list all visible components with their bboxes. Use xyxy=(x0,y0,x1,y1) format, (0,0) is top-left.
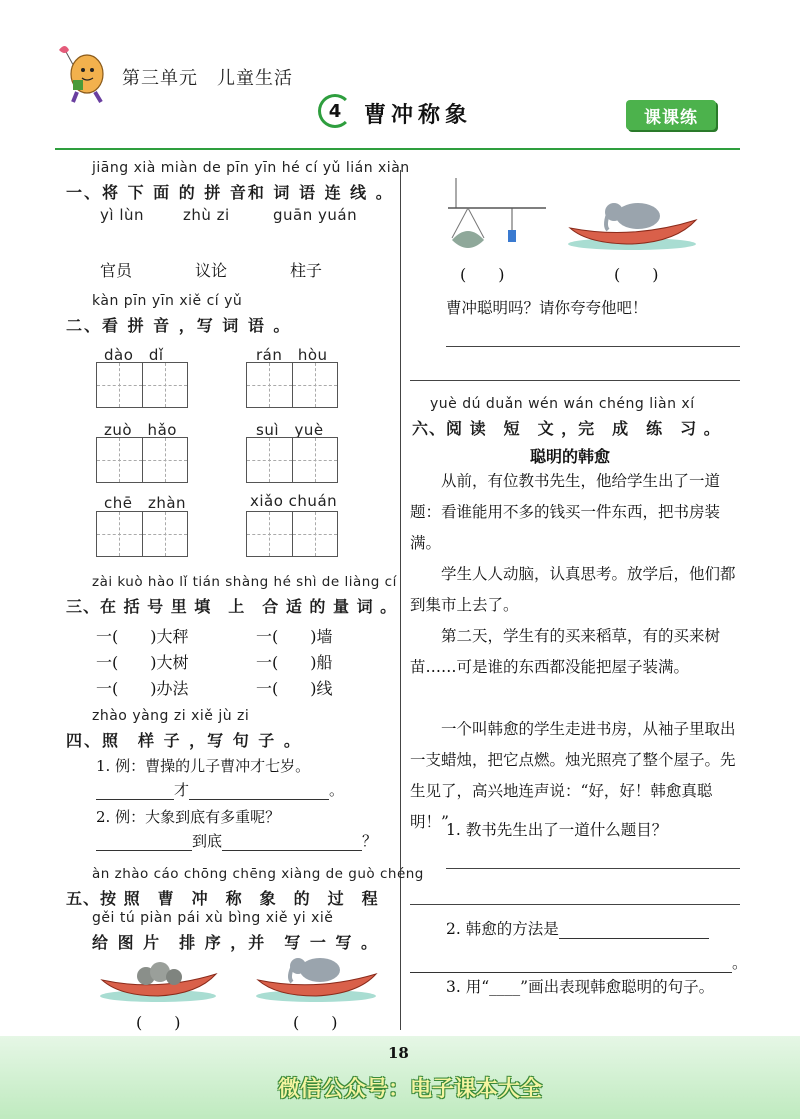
order-paren[interactable]: ( ) xyxy=(460,265,505,284)
s1-word-item: 议论 xyxy=(195,261,228,280)
answer-line[interactable] xyxy=(446,868,740,869)
boat-elephant-picture xyxy=(254,952,378,1004)
box-pinyin: chē zhàn xyxy=(104,494,187,512)
s1-pinyin-item: guān yuán xyxy=(273,206,358,224)
s2-heading: 二、看 拼 音 ，写 词 语 。 xyxy=(66,316,292,335)
s6-question-3: 3. 用“____”画出表现韩愈聪明的句子。 xyxy=(446,978,715,996)
s5-heading-1: 五、按 照 曹 冲 称 象 的 过 程 xyxy=(66,889,379,908)
unit-title: 第三单元 儿童生活 xyxy=(122,68,293,89)
box-pinyin: dào dǐ xyxy=(104,346,164,364)
watermark-text: 微信公众号：电子课本大全 xyxy=(278,1077,543,1102)
box-pinyin: rán hòu xyxy=(256,346,328,364)
lesson-number: 4 xyxy=(328,100,342,122)
order-paren[interactable]: ( ) xyxy=(136,1013,181,1032)
measure-word-item[interactable]: 一( )大树 xyxy=(96,653,189,672)
mascot-logo xyxy=(55,42,115,104)
scale-picture xyxy=(446,178,546,258)
s1-pinyin: jiāng xià miàn de pīn yīn hé cí yǔ lián xiàn xyxy=(92,160,410,176)
lesson-title: 曹冲称象 xyxy=(364,102,473,128)
boat-elephant-picture-2 xyxy=(566,196,698,252)
measure-word-item[interactable]: 一( )大秤 xyxy=(96,627,189,646)
writing-box[interactable] xyxy=(246,362,338,408)
s1-pinyin-item: zhù zi xyxy=(183,206,230,224)
s6-question-2[interactable]: 2. 韩愈的方法是 xyxy=(446,917,709,939)
writing-box[interactable] xyxy=(96,437,188,483)
writing-box[interactable] xyxy=(246,511,338,557)
writing-box[interactable] xyxy=(246,437,338,483)
writing-box[interactable] xyxy=(96,362,188,408)
passage-paragraph: 一个叫韩愈的学生走进书房，从袖子里取出一支蜡烛，把它点燃。烛光照亮了整个屋子。先生见了，高兴地连声说：“好，好！韩愈真聪明！” xyxy=(410,720,736,831)
measure-word-item[interactable]: 一( )船 xyxy=(256,653,333,672)
s4-answer-2[interactable]: 到底 ？ xyxy=(96,830,377,851)
s5-pinyin-1: àn zhào cáo chōng chēng xiàng de guò chéng xyxy=(92,866,424,882)
s3-heading: 三、在 括 号 里 填 上 合 适 的 量 词 。 xyxy=(66,597,398,616)
s4-answer-1[interactable]: 才 。 xyxy=(96,779,344,800)
lesson-badge xyxy=(626,100,716,130)
s4-heading: 四、照 样 子 ，写 句 子 。 xyxy=(66,731,302,750)
order-paren[interactable]: ( ) xyxy=(293,1013,338,1032)
s6-pinyin: yuè dú duǎn wén wán chéng liàn xí xyxy=(430,396,695,412)
s1-word-item: 柱子 xyxy=(290,261,323,280)
box-pinyin: suì yuè xyxy=(256,421,324,439)
boat-stones-picture xyxy=(98,952,218,1004)
s5-heading-2: 给 图 片 排 序 ，并 写 一 写 。 xyxy=(92,933,379,952)
passage-paragraph: 从前，有位教书先生，他给学生出了一道题：看谁能用不多的钱买一件东西，把书房装满。 xyxy=(410,472,721,552)
s4-example-2: 2. 例：大象到底有多重呢？ xyxy=(96,808,281,826)
header-rule xyxy=(55,148,740,150)
s1-word-item: 官员 xyxy=(100,261,133,280)
column-divider xyxy=(400,170,401,1030)
lesson-number-badge xyxy=(318,94,352,128)
passage-paragraph: 第二天，学生有的买来稻草，有的买来树苗……可是谁的东西都没能把屋子装满。 xyxy=(410,627,721,676)
box-pinyin: xiǎo chuán xyxy=(250,492,338,510)
s1-heading: 一、将 下 面 的 拼 音和 词 语 连 线 。 xyxy=(66,183,394,202)
answer-line[interactable] xyxy=(446,346,740,347)
s5-question: 曹冲聪明吗？请你夸夸他吧！ xyxy=(446,299,648,317)
s2-pinyin: kàn pīn yīn xiě cí yǔ xyxy=(92,293,243,309)
measure-word-item[interactable]: 一( )办法 xyxy=(96,679,189,698)
writing-box[interactable] xyxy=(96,511,188,557)
passage-paragraph: 学生人人动脑，认真思考。放学后，他们都到集市上去了。 xyxy=(410,565,736,614)
passage-title: 聪明的韩愈 xyxy=(530,447,611,466)
s3-pinyin: zài kuò hào lǐ tián shàng hé shì de liàng cí xyxy=(92,574,397,590)
s6-question-2-continued[interactable]: 。 xyxy=(410,951,748,973)
measure-word-item[interactable]: 一( )墙 xyxy=(256,627,333,646)
box-pinyin: zuò hǎo xyxy=(104,421,177,439)
measure-word-item[interactable]: 一( )线 xyxy=(256,679,333,698)
answer-line[interactable] xyxy=(410,380,740,381)
order-paren[interactable]: ( ) xyxy=(614,265,659,284)
badge-label: 课课练 xyxy=(644,107,698,128)
s4-example-1: 1. 例：曹操的儿子曹冲才七岁。 xyxy=(96,757,311,775)
s1-pinyin-item: yì lùn xyxy=(100,206,144,224)
page-number: 18 xyxy=(388,1044,409,1062)
s5-pinyin-2: gěi tú piàn pái xù bìng xiě yi xiě xyxy=(92,910,334,926)
s6-heading: 六、阅 读 短 文 ，完 成 练 习 。 xyxy=(412,419,721,438)
s4-pinyin: zhào yàng zi xiě jù zi xyxy=(92,708,250,724)
s6-question-1: 1. 教书先生出了一道什么题目？ xyxy=(446,821,668,839)
answer-line[interactable] xyxy=(410,904,740,905)
